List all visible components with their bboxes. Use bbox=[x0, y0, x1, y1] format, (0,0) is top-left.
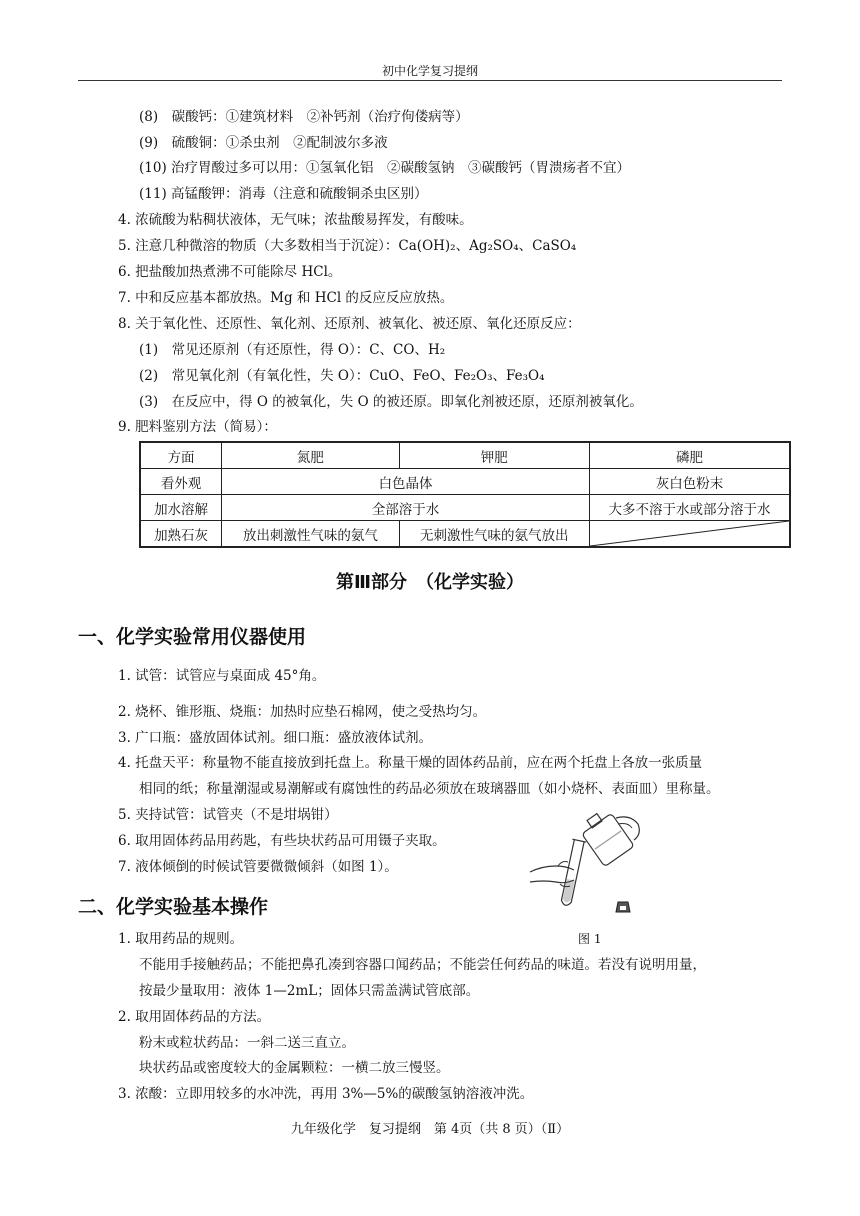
table-row bbox=[140, 521, 790, 548]
table-row bbox=[140, 495, 790, 521]
table-cell: 加水溶解 bbox=[140, 495, 222, 521]
point-9: 9. 肥料鉴别方法（简易）： bbox=[118, 419, 277, 435]
diagonal-cell bbox=[589, 521, 790, 548]
section-1-title: 一、化学实验常用仪器使用 bbox=[78, 626, 307, 648]
table-cell: 全部溶于水 bbox=[222, 495, 590, 521]
s1-item-4: 4. 托盘天平：称量物不能直接放到托盘上。称量干燥的固体药品前，应在两个托盘上各放一张质量 bbox=[118, 755, 703, 771]
part-title: 第Ⅲ部分 （化学实验） bbox=[335, 572, 524, 593]
s2-item-2-text: 粉末或粒状药品：一斜二送三直立。 bbox=[139, 1035, 355, 1051]
sub-1: (1) 常见还原剂（有还原性，得 O）：C、CO、H₂ bbox=[139, 342, 446, 358]
s2-item-2: 2. 取用固体药品的方法。 bbox=[118, 1009, 271, 1025]
s1-item-5: 5. 夹持试管：试管夹（不是坩埚钳） bbox=[118, 807, 338, 823]
s1-item-3: 3. 广口瓶：盛放固体试剂。细口瓶：盛放液体试剂。 bbox=[118, 730, 433, 746]
point-8: 8. 关于氧化性、还原性、氧化剂、还原剂、被氧化、被还原、氧化还原反应： bbox=[118, 316, 581, 332]
table-cell: 灰白色粉末 bbox=[589, 469, 790, 495]
figure-caption: 图 1 bbox=[578, 932, 602, 946]
diagonal-line bbox=[590, 521, 789, 546]
point-6: 6. 把盐酸加热煮沸不可能除尽 HCl。 bbox=[118, 264, 342, 280]
table-header: 钾肥 bbox=[399, 442, 589, 469]
item-10: (10) 治疗胃酸过多可以用：①氢氧化铝 ②碳酸氢钠 ③碳酸钙（胃溃疡者不宜） bbox=[139, 160, 631, 176]
s2-item-1-text2: 按最少量取用：液体 1—2mL；固体只需盖满试管底部。 bbox=[139, 983, 480, 999]
item-9: (9) 硫酸铜：①杀虫剂 ②配制波尔多液 bbox=[139, 135, 388, 151]
sub-2: (2) 常见氧化剂（有氧化性，失 O）：CuO、FeO、Fe₂O₃、Fe₃O₄ bbox=[139, 368, 545, 384]
table-cell: 白色晶体 bbox=[222, 469, 590, 495]
s1-item-6: 6. 取用固体药品用药匙，有些块状药品可用镊子夹取。 bbox=[118, 833, 446, 849]
pouring-illustration bbox=[528, 810, 648, 920]
point-4: 4. 浓硫酸为粘稠状液体，无气味；浓盐酸易挥发，有酸味。 bbox=[118, 212, 473, 228]
page-header: 初中化学复习提纲 bbox=[381, 64, 478, 78]
point-5: 5. 注意几种微溶的物质（大多数相当于沉淀）：Ca(OH)₂、Ag₂SO₄、CaSO₄ bbox=[118, 238, 577, 254]
s1-item-1: 1. 试管：试管应与桌面成 45°角。 bbox=[118, 668, 326, 684]
table-header: 方面 bbox=[140, 442, 222, 469]
table-cell: 放出刺激性气味的氨气 bbox=[222, 521, 399, 548]
section-2-title: 二、化学实验基本操作 bbox=[78, 896, 269, 918]
header-rule bbox=[78, 80, 782, 81]
item-8: (8) 碳酸钙：①建筑材料 ②补钙剂（治疗佝偻病等） bbox=[139, 109, 469, 125]
table-header: 磷肥 bbox=[589, 442, 790, 469]
s2-item-3: 3. 浓酸：立即用较多的水冲洗，再用 3%—5%的碳酸氢钠溶液冲洗。 bbox=[118, 1086, 534, 1102]
sub-3: (3) 在反应中，得 O 的被氧化，失 O 的被还原。即氧化剂被还原，还原剂被氧化。 bbox=[139, 394, 643, 410]
s2-item-1-text: 不能用手接触药品；不能把鼻孔凑到容器口闻药品；不能尝任何药品的味道。若没有说明用量， bbox=[139, 957, 706, 973]
s2-item-2-text2: 块状药品或密度较大的金属颗粒：一横二放三慢竖。 bbox=[139, 1060, 450, 1076]
table-header: 氮肥 bbox=[222, 442, 399, 469]
s1-item-4-cont: 相同的纸；称量潮湿或易潮解或有腐蚀性的药品必须放在玻璃器皿（如小烧杯、表面皿）里称量。 bbox=[139, 781, 720, 797]
item-11: (11) 高锰酸钾：消毒（注意和硫酸铜杀虫区别） bbox=[139, 186, 428, 202]
table-cell: 无刺激性气味的氨气放出 bbox=[399, 521, 589, 548]
table-cell: 大多不溶于水或部分溶于水 bbox=[589, 495, 790, 521]
fertilizer-table bbox=[139, 441, 791, 548]
point-7: 7. 中和反应基本都放热。Mg 和 HCl 的反应反应放热。 bbox=[118, 290, 454, 306]
table-cell: 看外观 bbox=[140, 469, 222, 495]
page-footer: 九年级化学 复习提纲 第 4页（共 8 页）（Ⅱ） bbox=[290, 1122, 570, 1137]
table-header-row bbox=[140, 442, 790, 469]
table-cell: 加熟石灰 bbox=[140, 521, 222, 548]
table-row bbox=[140, 469, 790, 495]
s1-item-2: 2. 烧杯、锥形瓶、烧瓶：加热时应垫石棉网，使之受热均匀。 bbox=[118, 704, 487, 720]
s1-item-7: 7. 液体倾倒的时候试管要微微倾斜（如图 1）。 bbox=[118, 859, 398, 875]
s2-item-1: 1. 取用药品的规则。 bbox=[118, 931, 244, 947]
